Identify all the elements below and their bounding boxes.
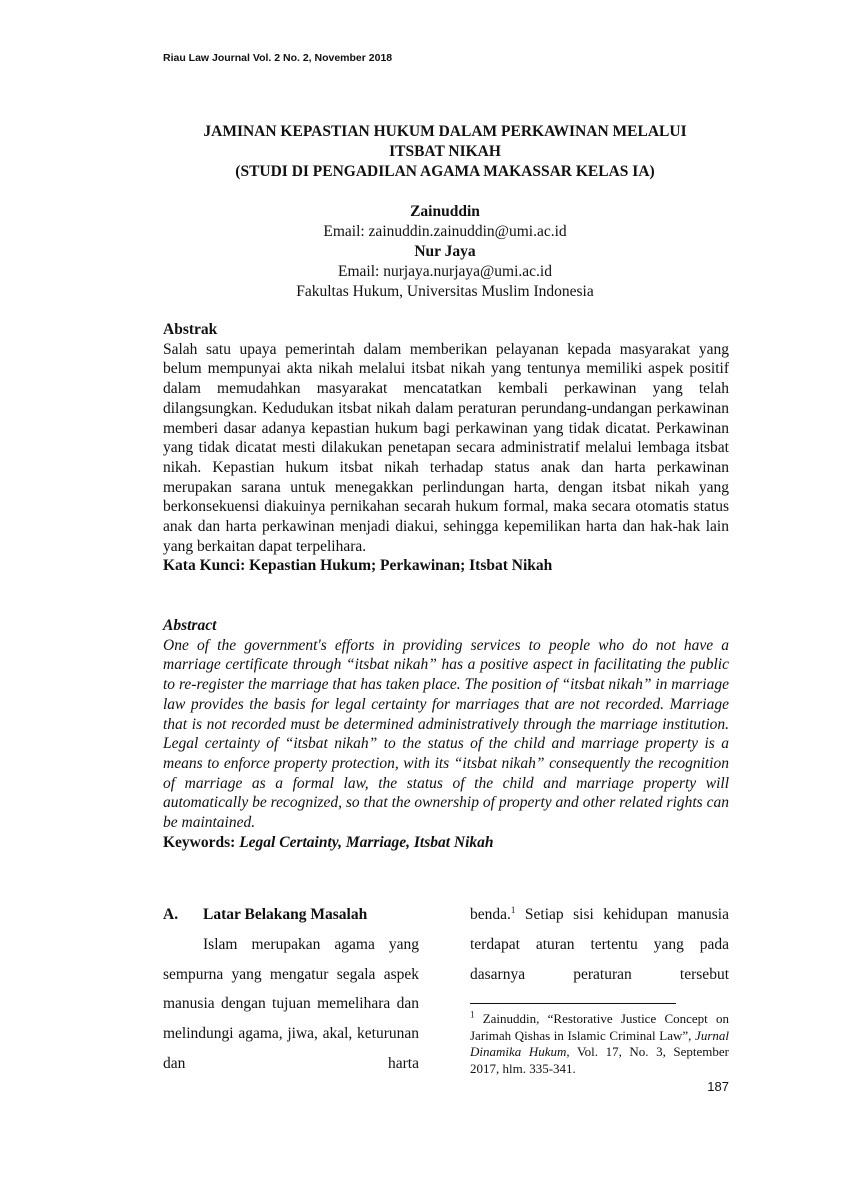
body-column-right xyxy=(470,900,729,989)
body-column-left xyxy=(163,900,419,1079)
abstract-keywords xyxy=(163,833,729,853)
author-email-1: Email: zainuddin.zainuddin@umi.ac.id xyxy=(323,223,567,240)
affiliation: Fakultas Hukum, Universitas Muslim Indonesia xyxy=(296,283,594,300)
footnote-mark: 1 xyxy=(470,1009,475,1020)
title-line-1: JAMINAN KEPASTIAN HUKUM DALAM PERKAWINAN MELALUI xyxy=(203,123,687,140)
article-title xyxy=(150,122,740,182)
keywords-label: Keywords: xyxy=(163,833,236,851)
page-number: 187 xyxy=(707,1079,729,1094)
footnote xyxy=(470,1011,729,1077)
section-letter: A. xyxy=(163,906,179,923)
abstract-text: One of the government's efforts in providing services to people who do not have a marriage certificate through “itsbat nikah” has a positive aspect in facilitating the public to re-register the marriage that has taken place. The position of “itsbat nikah” in marriage law provides the basis for legal certainty for marriages that are not recorded. Marriage that is not recorded must be determined administratively through the marriage institution. Legal certainty of “itsbat nikah” to the status of the child and marriage property is a means to enforce property protection, with its “itsbat nikah” consequently the recognition of marriage as a formal law, the status of the child and marriage property will automatically be recognized, so that the ownership of property and other related rights can be maintained. xyxy=(163,636,729,832)
abstract-section xyxy=(163,616,729,852)
author-block xyxy=(150,202,740,302)
keywords-value: Legal Certainty, Marriage, Itsbat Nikah xyxy=(239,833,494,851)
body-text-after-note: Setiap sisi kehidupan manusia terdapat aturan tertentu yang pada dasarnya peraturan tersebut xyxy=(470,906,729,983)
footnote-divider xyxy=(470,1003,676,1004)
author-name-2: Nur Jaya xyxy=(414,243,476,260)
footnote-reference: 1 xyxy=(510,904,516,915)
abstrak-heading: Abstrak xyxy=(163,321,218,338)
footnote-journal: Jurnal Dinamika Hukum, xyxy=(470,1027,729,1060)
section-title: Latar Belakang Masalah xyxy=(203,906,368,923)
body-paragraph-left: Islam merupakan agama yang sempurna yang mengatur segala aspek manusia dengan tujuan memelihara dan melindungi agama, jiwa, akal, keturunan dan harta xyxy=(163,935,419,1072)
author-email-2: Email: nurjaya.nurjaya@umi.ac.id xyxy=(338,263,552,280)
abstrak-text: Salah satu upaya pemerintah dalam memberikan pelayanan kepada masyarakat yang belum mempunyai akta nikah melalui itsbat nikah yang tentunya memiliki aspek positif dalam memudahkan masyarakat mencatatkan kembali perkawinan yang telah dilangsungkan. Kedudukan itsbat nikah dalam peraturan perundang-undangan perkawinan memberi dasar adanya kepastian hukum bagi perkawinan yang tidak dicatat. Perkawinan yang tidak dicatat mesti dilakukan penetapan secara administratif melalui lembaga itsbat nikah. Kepastian hukum itsbat nikah terhadap status anak dan harta perkawinan merupakan sarana untuk menegakkan perlindungan harta, dengan itsbat nikah yang berkonsekuensi diakuinya pernikahan secarah hukum formal, maka secara otomatis status anak dan harta perkawinan menjadi diakui, sehingga kepemilikan harta dan hak-hak lain yang berkaitan dapat terpelihara. xyxy=(163,340,729,555)
footnote-text-after: Vol. 17, No. 3, September 2017, hlm. 335-341. xyxy=(470,1044,729,1076)
footnote-text-before: Zainuddin, “Restorative Justice Concept on Jarimah Qishas in Islamic Criminal Law”, xyxy=(470,1011,729,1043)
running-head: Riau Law Journal Vol. 2 No. 2, November 2018 xyxy=(163,52,393,64)
title-line-3: (STUDI DI PENGADILAN AGAMA MAKASSAR KELAS IA) xyxy=(235,163,655,180)
title-line-2: ITSBAT NIKAH xyxy=(389,143,501,160)
body-text-before-note: benda. xyxy=(470,906,511,923)
abstract-heading: Abstract xyxy=(163,617,217,634)
abstrak-keywords: Kata Kunci: Kepastian Hukum; Perkawinan; Itsbat Nikah xyxy=(163,557,553,575)
author-name-1: Zainuddin xyxy=(410,203,480,220)
body-paragraph-right xyxy=(470,900,729,989)
abstrak-section xyxy=(163,320,729,576)
section-heading xyxy=(163,900,419,930)
